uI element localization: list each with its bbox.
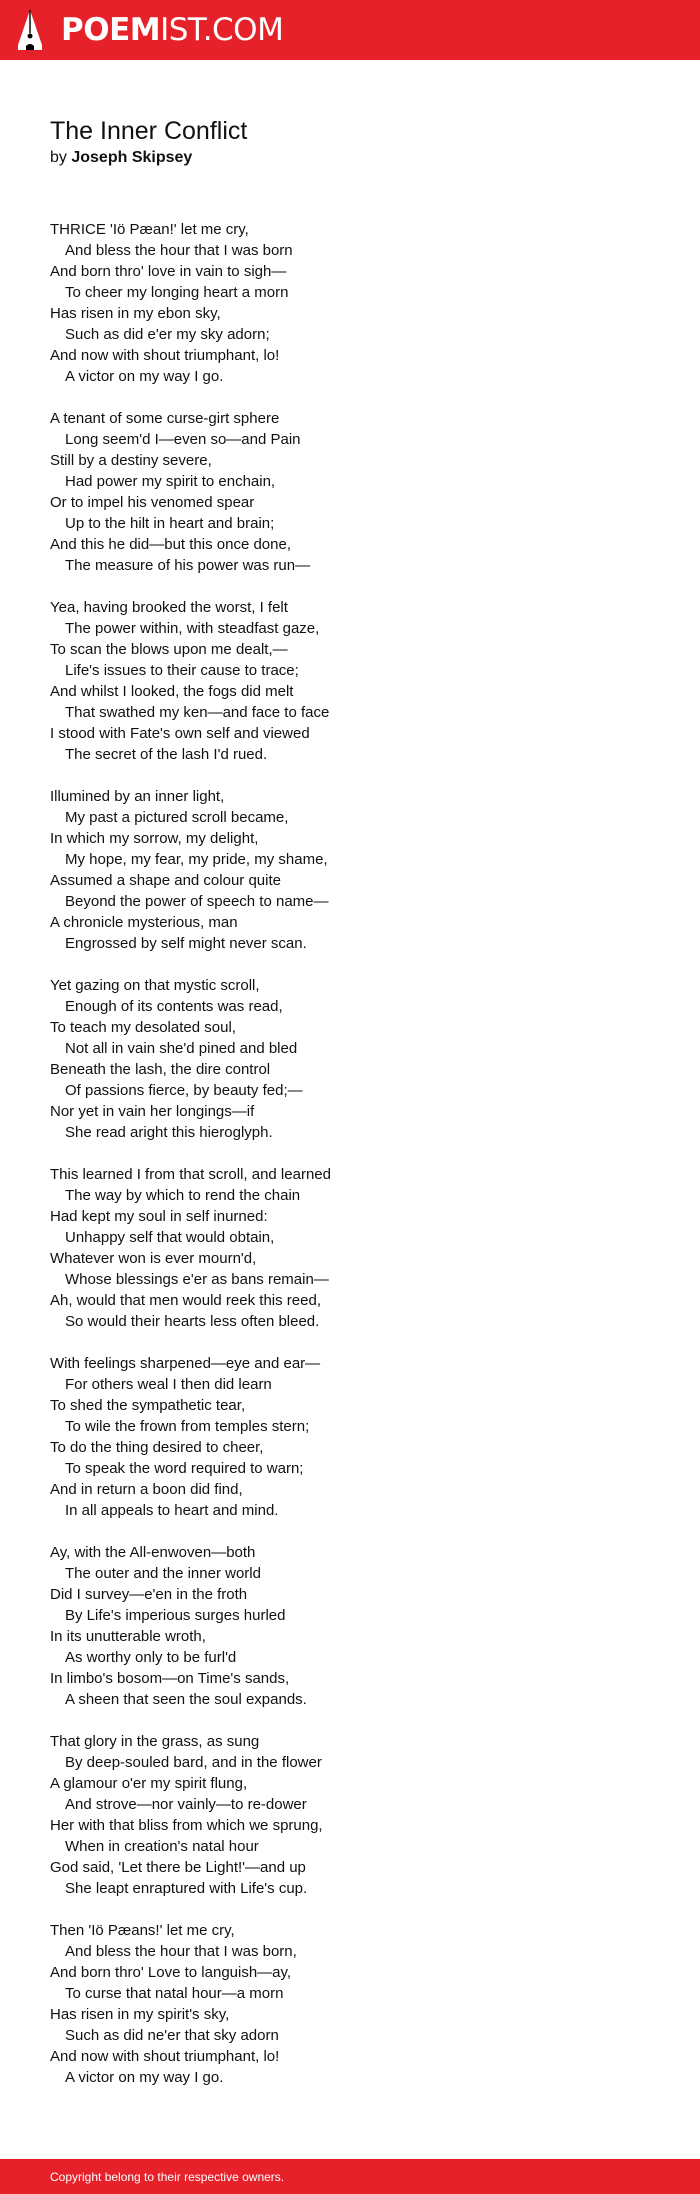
poem-line: Not all in vain she'd pined and bled bbox=[65, 1040, 298, 1057]
poem-line: To shed the sympathetic tear, bbox=[50, 1397, 246, 1414]
poem-line: My past a pictured scroll became, bbox=[65, 809, 289, 826]
poem-line: Has risen in my ebon sky, bbox=[50, 305, 221, 322]
copyright-text: Copyright belong to their respective owners. bbox=[50, 2170, 285, 2184]
poem-line: The way by which to rend the chain bbox=[65, 1187, 301, 1204]
poem-author: Joseph Skipsey bbox=[71, 149, 193, 166]
poem-line: By Life's imperious surges hurled bbox=[65, 1607, 286, 1624]
poem-line: To teach my desolated soul, bbox=[50, 1019, 236, 1036]
poem-line: To scan the blows upon me dealt,— bbox=[50, 641, 288, 658]
poem-line: Ah, would that men would reek this reed, bbox=[50, 1292, 321, 1309]
poem-line: That swathed my ken—and face to face bbox=[65, 704, 330, 721]
poem-line: That glory in the grass, as sung bbox=[50, 1733, 260, 1750]
poem-line: A victor on my way I go. bbox=[65, 368, 224, 385]
poem-line: Or to impel his venomed spear bbox=[50, 494, 255, 511]
poem-line: When in creation's natal hour bbox=[65, 1838, 259, 1855]
poem-line: Assumed a shape and colour quite bbox=[50, 872, 281, 889]
site-footer bbox=[0, 2159, 700, 2194]
stanza bbox=[50, 1542, 670, 1710]
poem-line: The power within, with steadfast gaze, bbox=[65, 620, 320, 637]
poem-line: Did I survey—e'en in the froth bbox=[50, 1586, 248, 1603]
poem-body bbox=[50, 219, 670, 2109]
poem-line: Whose blessings e'er as bans remain— bbox=[65, 1271, 329, 1288]
poem-line: And born thro' Love to languish—ay, bbox=[50, 1964, 292, 1981]
poem-line: A tenant of some curse-girt sphere bbox=[50, 410, 280, 427]
poem-line: I stood with Fate's own self and viewed bbox=[50, 725, 310, 742]
poem-line: Unhappy self that would obtain, bbox=[65, 1229, 275, 1246]
poem-line: Had kept my soul in self inurned: bbox=[50, 1208, 268, 1225]
poem-line: This learned I from that scroll, and learned bbox=[50, 1166, 331, 1183]
poem-line: The measure of his power was run— bbox=[65, 557, 311, 574]
logo-brand-light: IST.COM bbox=[160, 12, 284, 48]
poem-line: In limbo's bosom—on Time's sands, bbox=[50, 1670, 290, 1687]
poem-line: To speak the word required to warn; bbox=[65, 1460, 304, 1477]
poem-line: Yea, having brooked the worst, I felt bbox=[50, 599, 288, 616]
poem-line: By deep-souled bard, and in the flower bbox=[65, 1754, 322, 1771]
poem-line: To curse that natal hour—a morn bbox=[65, 1985, 284, 2002]
poem-line: Her with that bliss from which we sprung, bbox=[50, 1817, 323, 1834]
poem-line: And now with shout triumphant, lo! bbox=[50, 347, 280, 364]
poem-line: Has risen in my spirit's sky, bbox=[50, 2006, 230, 2023]
stanza bbox=[50, 786, 670, 954]
poem-line: Had power my spirit to enchain, bbox=[65, 473, 276, 490]
poem-line: And now with shout triumphant, lo! bbox=[50, 2048, 280, 2065]
poem-line: Up to the hilt in heart and brain; bbox=[65, 515, 275, 532]
poem-line: Of passions fierce, by beauty fed;— bbox=[65, 1082, 303, 1099]
poem-line: And bless the hour that I was born bbox=[65, 242, 293, 259]
poem-line: Life's issues to their cause to trace; bbox=[65, 662, 299, 679]
poem-line: The secret of the lash I'd rued. bbox=[65, 746, 268, 763]
poem-line: THRICE 'Iö Pæan!' let me cry, bbox=[50, 221, 249, 238]
stanza bbox=[50, 408, 670, 576]
poem-line: To do the thing desired to cheer, bbox=[50, 1439, 264, 1456]
poem-line: Nor yet in vain her longings—if bbox=[50, 1103, 255, 1120]
poem-line: Then 'Iö Pæans!' let me cry, bbox=[50, 1922, 235, 1939]
stanza bbox=[50, 219, 670, 387]
poem-line: And bless the hour that I was born, bbox=[65, 1943, 297, 1960]
site-logo[interactable] bbox=[61, 10, 283, 50]
poem-line: She read aright this hieroglyph. bbox=[65, 1124, 273, 1141]
poem-line: Yet gazing on that mystic scroll, bbox=[50, 977, 260, 994]
poem-line: And this he did—but this once done, bbox=[50, 536, 291, 553]
poem-line: Illumined by an inner light, bbox=[50, 788, 225, 805]
poem-line: A chronicle mysterious, man bbox=[50, 914, 238, 931]
poem-line: In which my sorrow, my delight, bbox=[50, 830, 259, 847]
poem-line: Long seem'd I—even so—and Pain bbox=[65, 431, 301, 448]
poem-line: God said, 'Let there be Light!'—and up bbox=[50, 1859, 306, 1876]
poem-line: The outer and the inner world bbox=[65, 1565, 261, 1582]
poem-line: A victor on my way I go. bbox=[65, 2069, 224, 2086]
poem-line: Such as did e'er my sky adorn; bbox=[65, 326, 270, 343]
poem-line: With feelings sharpened—eye and ear— bbox=[50, 1355, 321, 1372]
poem-line: So would their hearts less often bleed. bbox=[65, 1313, 320, 1330]
stanza bbox=[50, 597, 670, 765]
poem-line: She leapt enraptured with Life's cup. bbox=[65, 1880, 308, 1897]
poem-line: To cheer my longing heart a morn bbox=[65, 284, 289, 301]
stanza bbox=[50, 1164, 670, 1332]
stanza bbox=[50, 1731, 670, 1899]
poem-line: Enough of its contents was read, bbox=[65, 998, 283, 1015]
poem-line: Ay, with the All-enwoven—both bbox=[50, 1544, 256, 1561]
poem-line: And strove—nor vainly—to re-dower bbox=[65, 1796, 307, 1813]
site-header bbox=[0, 0, 700, 60]
poem-byline bbox=[50, 147, 192, 169]
poem-line: Whatever won is ever mourn'd, bbox=[50, 1250, 257, 1267]
poem-line: Beyond the power of speech to name— bbox=[65, 893, 329, 910]
poem-line: In all appeals to heart and mind. bbox=[65, 1502, 279, 1519]
stanza bbox=[50, 1920, 670, 2088]
stanza bbox=[50, 975, 670, 1143]
poem-line: Such as did ne'er that sky adorn bbox=[65, 2027, 279, 2044]
poem-line: And in return a boon did find, bbox=[50, 1481, 243, 1498]
poem-line: As worthy only to be furl'd bbox=[65, 1649, 237, 1666]
poem-line: Engrossed by self might never scan. bbox=[65, 935, 307, 952]
pen-nib-icon[interactable] bbox=[17, 9, 43, 51]
poem-line: For others weal I then did learn bbox=[65, 1376, 272, 1393]
poem-line: In its unutterable wroth, bbox=[50, 1628, 206, 1645]
stanza bbox=[50, 1353, 670, 1521]
poem-line: My hope, my fear, my pride, my shame, bbox=[65, 851, 328, 868]
by-label: by bbox=[50, 149, 67, 166]
poem-title: The Inner Conflict bbox=[50, 117, 248, 145]
poem-line: Still by a destiny severe, bbox=[50, 452, 212, 469]
logo-brand-bold: POEM bbox=[61, 12, 161, 48]
poem-line: And whilst I looked, the fogs did melt bbox=[50, 683, 294, 700]
poem-line: Beneath the lash, the dire control bbox=[50, 1061, 271, 1078]
poem-line: And born thro' love in vain to sigh— bbox=[50, 263, 287, 280]
poem-line: A sheen that seen the soul expands. bbox=[65, 1691, 307, 1708]
poem-line: To wile the frown from temples stern; bbox=[65, 1418, 310, 1435]
poem-line: A glamour o'er my spirit flung, bbox=[50, 1775, 248, 1792]
